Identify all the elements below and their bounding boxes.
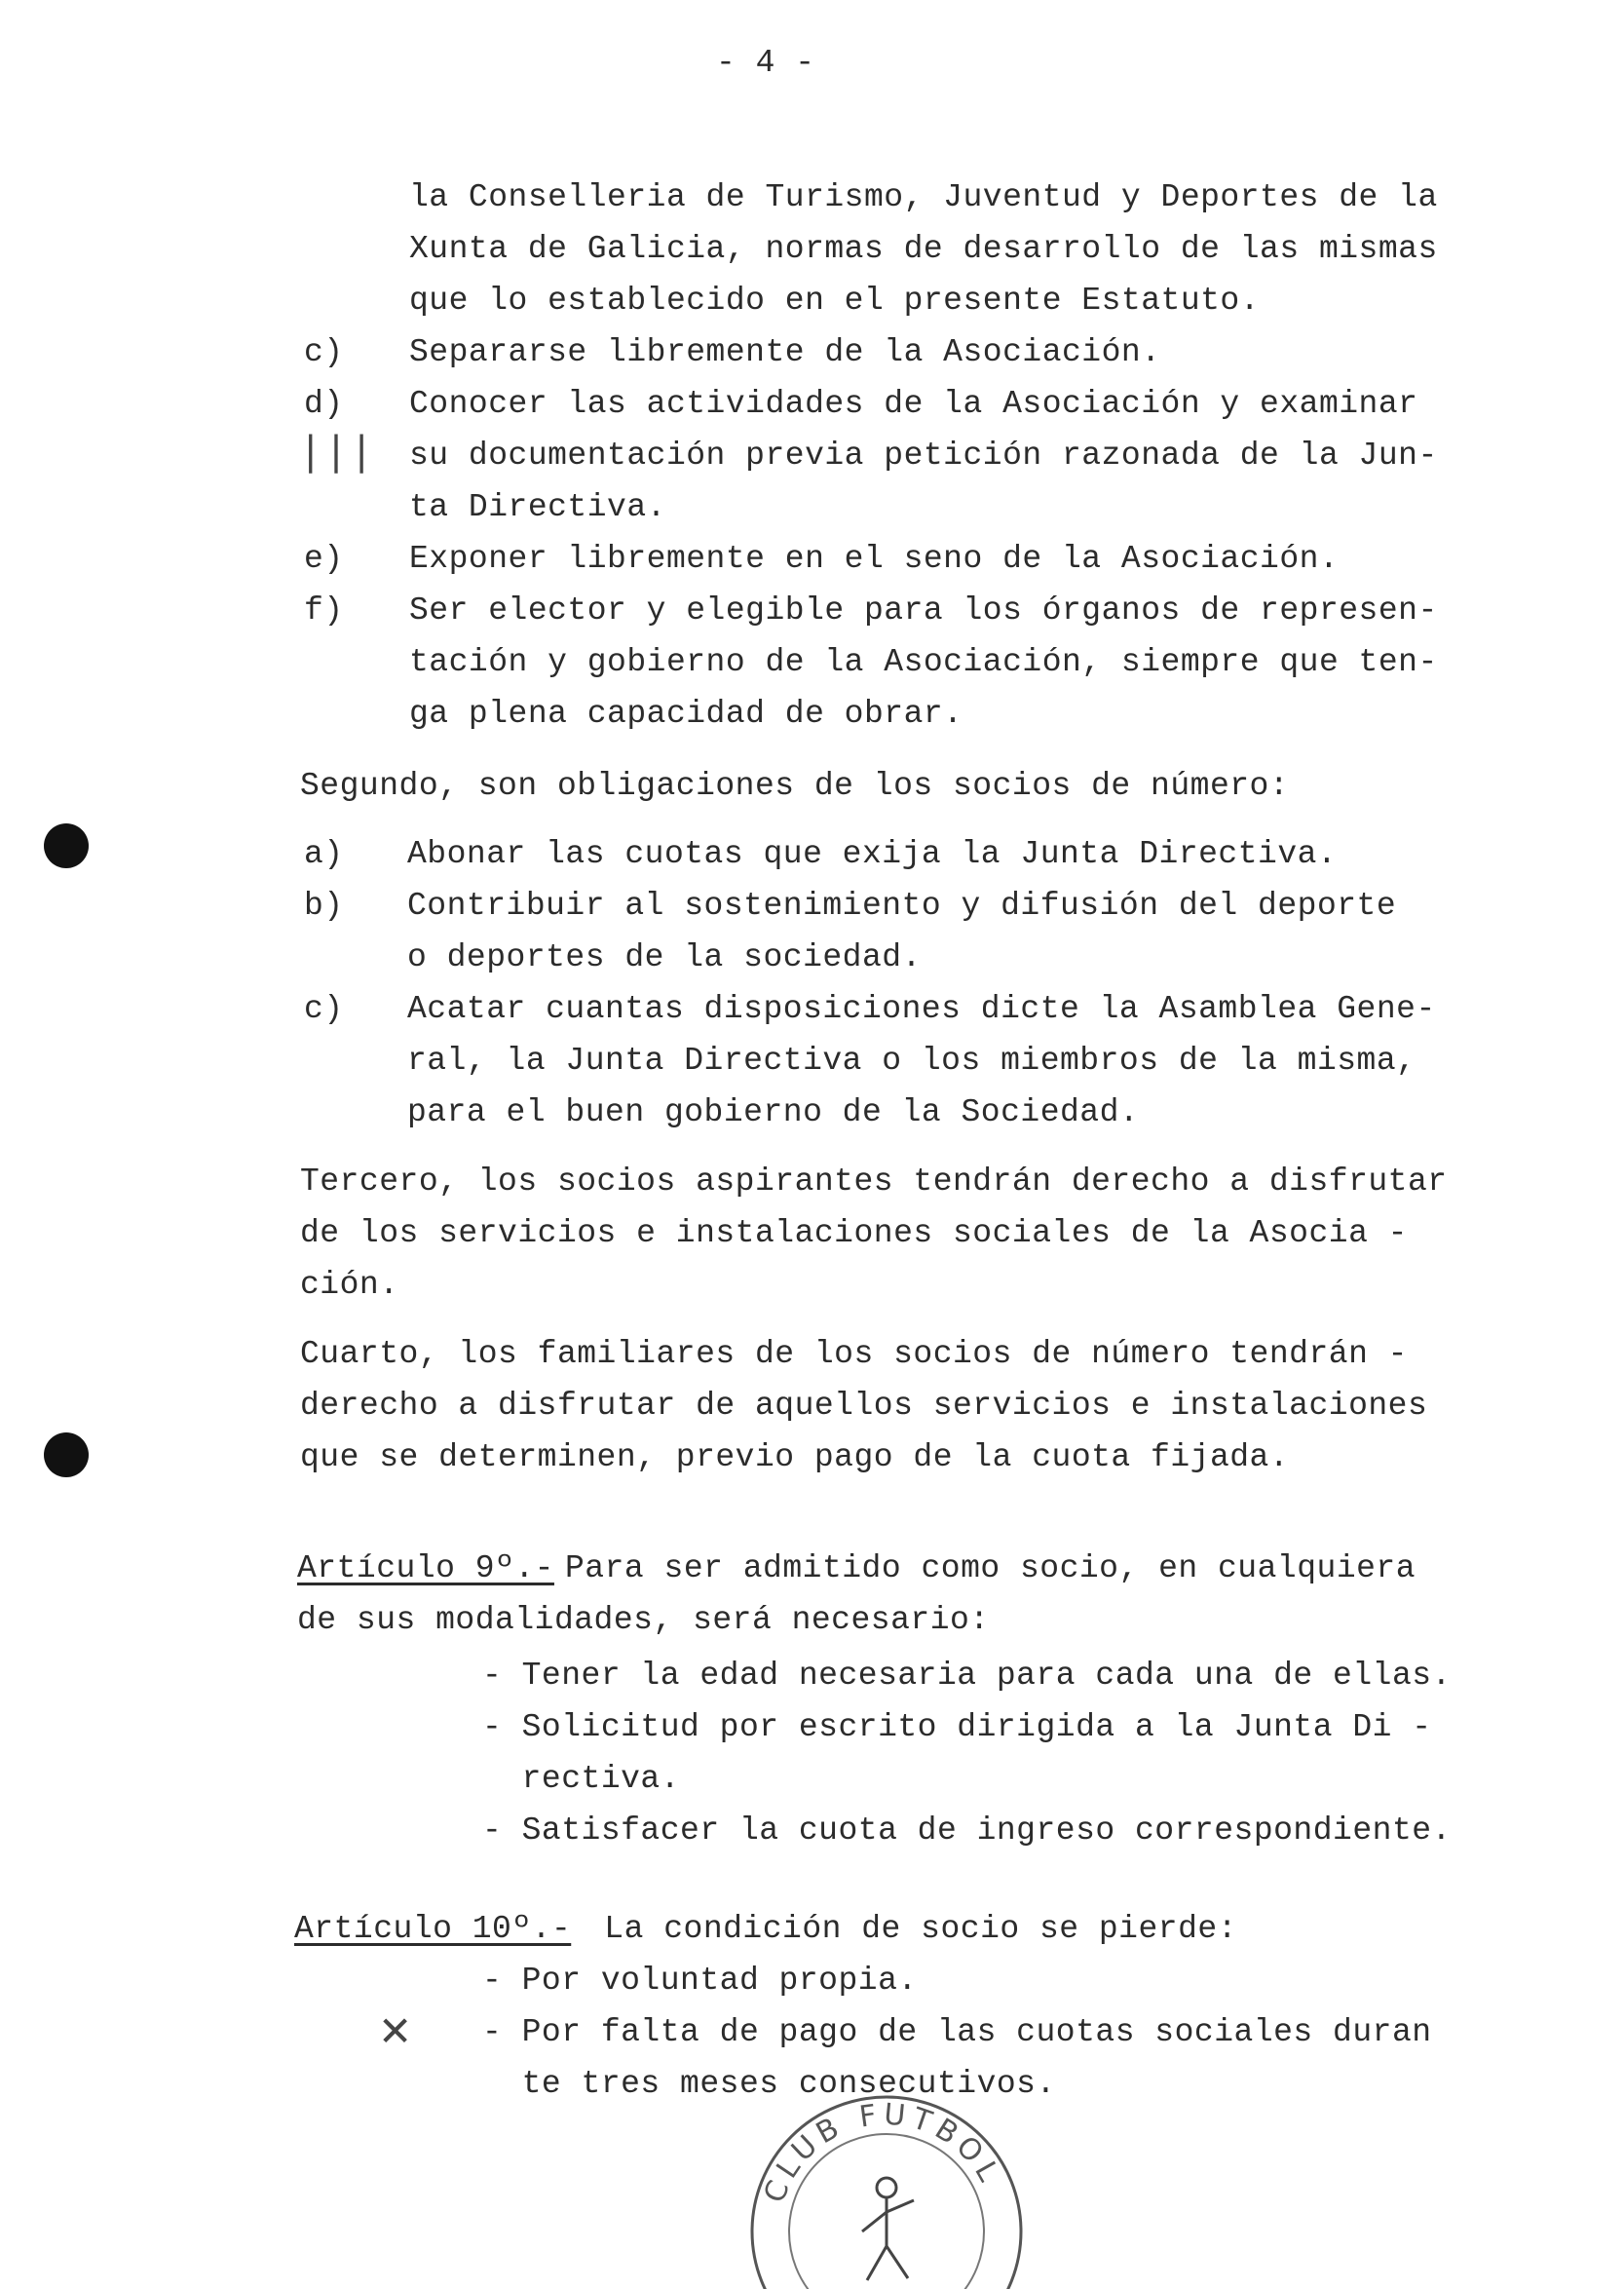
item-label-b: b) xyxy=(304,888,344,924)
cross-mark: ✕ xyxy=(378,2007,413,2055)
item-label-c2: c) xyxy=(304,991,344,1027)
line-16: Acatar cuantas disposiciones dicte la Asamblea Gene- xyxy=(407,991,1436,1027)
article-10-item-2: - Por falta de pago de las cuotas sociales duran xyxy=(482,2014,1432,2050)
line-04: Separarse libremente de la Asociación. xyxy=(409,334,1161,370)
item-label-e: e) xyxy=(304,541,344,577)
article-9-heading: Artículo 9º.- xyxy=(297,1550,554,1586)
line-03: que lo establecido en el presente Estatuto. xyxy=(409,283,1261,319)
club-stamp xyxy=(740,2085,1033,2289)
line-09: Ser elector y elegible para los órganos de represen- xyxy=(409,592,1438,629)
line-12: Segundo, son obligaciones de los socios de número: xyxy=(300,768,1290,804)
line-14: Contribuir al sostenimiento y difusión del deporte xyxy=(407,888,1397,924)
article-9-item-2: - Solicitud por escrito dirigida a la Junta Di - xyxy=(482,1709,1432,1745)
line-20: de los servicios e instalaciones sociales de la Asocia - xyxy=(300,1215,1408,1251)
article-10-intro: La condición de socio se pierde: xyxy=(585,1911,1238,1947)
line-10: tación y gobierno de la Asociación, siempre que ten- xyxy=(409,644,1438,680)
page-number: - 4 - xyxy=(716,45,815,81)
line-05: Conocer las actividades de la Asociación y examinar xyxy=(409,386,1418,422)
article-9-intro-2: de sus modalidades, será necesario: xyxy=(297,1602,990,1638)
article-10-heading: Artículo 10º.- xyxy=(294,1911,572,1947)
line-01: la Conselleria de Turismo, Juventud y Deportes de la xyxy=(409,179,1438,215)
line-02: Xunta de Galicia, normas de desarrollo de las mismas xyxy=(409,231,1438,267)
svg-text:CLUB FUTBOL xyxy=(758,2097,1008,2207)
article-9-item-1: - Tener la edad necesaria para cada una de ellas. xyxy=(482,1658,1452,1694)
item-label-d: d) xyxy=(304,386,344,422)
punch-hole-top xyxy=(44,823,89,868)
item-label-a: a) xyxy=(304,836,344,872)
line-17: ral, la Junta Directiva o los miembros de la misma, xyxy=(407,1043,1416,1079)
line-22: Cuarto, los familiares de los socios de número tendrán - xyxy=(300,1336,1408,1372)
item-label-f: f) xyxy=(304,592,344,629)
line-07: ta Directiva. xyxy=(409,489,666,525)
line-11: ga plena capacidad de obrar. xyxy=(409,696,963,732)
line-15: o deportes de la sociedad. xyxy=(407,939,922,975)
line-24: que se determinen, previo pago de la cuota fijada. xyxy=(300,1439,1290,1475)
line-13: Abonar las cuotas que exija la Junta Directiva. xyxy=(407,836,1338,872)
line-19: Tercero, los socios aspirantes tendrán derecho a disfrutar xyxy=(300,1164,1448,1200)
article-10-item-1: - Por voluntad propia. xyxy=(482,1963,918,1999)
line-23: derecho a disfrutar de aquellos servicios e instalaciones xyxy=(300,1388,1428,1424)
article-9-intro: Para ser admitido como socio, en cualquiera xyxy=(565,1550,1416,1586)
article-10-item-2-cont: te tres meses consecutivos. xyxy=(482,2066,1056,2102)
article-9-item-2-cont: rectiva. xyxy=(482,1761,681,1797)
punch-hole-bottom xyxy=(44,1432,89,1477)
line-18: para el buen gobierno de la Sociedad. xyxy=(407,1094,1140,1130)
margin-tick-marks: | | | xyxy=(304,429,368,474)
line-21: ción. xyxy=(300,1267,399,1303)
item-label-c: c) xyxy=(304,334,344,370)
line-06: su documentación previa petición razonada de la Jun- xyxy=(409,438,1438,474)
line-08: Exponer libremente en el seno de la Asociación. xyxy=(409,541,1340,577)
article-9-item-3: - Satisfacer la cuota de ingreso correspondiente. xyxy=(482,1812,1452,1849)
stamp-text: CLUB FUTBOL xyxy=(757,2097,1008,2208)
